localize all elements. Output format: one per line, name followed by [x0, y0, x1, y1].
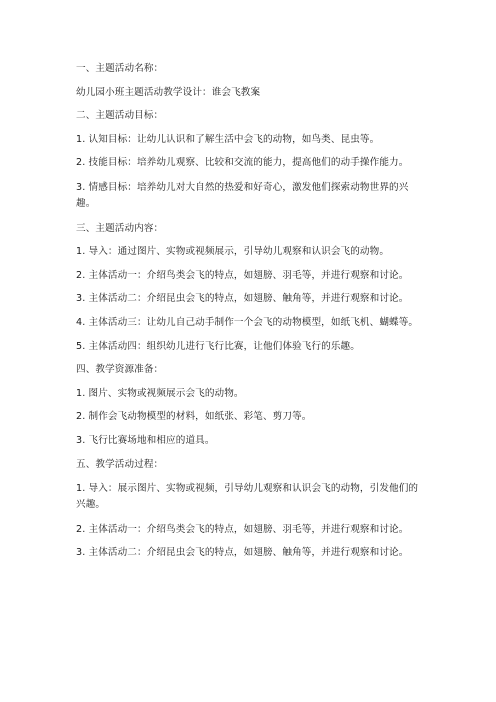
content-item-2: 2. 主体活动一：介绍鸟类会飞的特点，如翅膀、羽毛等，并进行观察和讨论。 [76, 269, 409, 281]
process-item-3: 3. 主体活动二：介绍昆虫会飞的特点，如翅膀、触角等，并进行观察和讨论。 [76, 547, 409, 559]
process-item-2: 2. 主体活动一：介绍鸟类会飞的特点，如翅膀、羽毛等，并进行观察和讨论。 [76, 523, 409, 535]
section-heading-1: 一、主题活动名称： [76, 63, 164, 74]
document-body [76, 62, 426, 560]
goal-item-3: 3. 情感目标：培养幼儿对大自然的热爱和好奇心，激发他们探索动物世界的兴趣。 [76, 181, 409, 209]
section-heading-4: 四、教学资源准备： [76, 364, 164, 376]
goal-item-1: 1. 认知目标：让幼儿认识和了解生活中会飞的动物，如鸟类、昆虫等。 [76, 133, 380, 145]
resource-item-1: 1. 图片、实物或视频展示会飞的动物。 [76, 387, 244, 399]
resource-item-3: 3. 飞行比赛场地和相应的道具。 [76, 434, 215, 446]
section-heading-3: 三、主题活动内容： [76, 222, 164, 234]
activity-title: 幼儿园小班主题活动教学设计：谁会飞教案 [76, 86, 261, 98]
goal-item-2: 2. 技能目标：培养幼儿观察、比较和交流的能力，提高他们的动手操作能力。 [76, 157, 409, 169]
section-heading-2: 二、主题活动目标： [76, 110, 164, 122]
content-item-5: 5. 主体活动四：组织幼儿进行飞行比赛，让他们体验飞行的乐趣。 [76, 340, 360, 352]
content-item-1: 1. 导入：通过图片、实物或视频展示，引导幼儿观察和认识会飞的动物。 [76, 246, 390, 258]
content-item-3: 3. 主体活动二：介绍昆虫会飞的特点，如翅膀、触角等，并进行观察和讨论。 [76, 293, 409, 305]
resource-item-2: 2. 制作会飞动物模型的材料，如纸张、彩笔、剪刀等。 [76, 411, 312, 423]
section-heading-5: 五、教学活动过程： [76, 458, 164, 470]
content-item-4: 4. 主体活动三：让幼儿自己动手制作一个会飞的动物模型，如纸飞机、蝴蝶等。 [76, 316, 419, 328]
process-item-1: 1. 导入：展示图片、实物或视频，引导幼儿观察和认识会飞的动物，引发他们的兴趣。 [76, 483, 419, 511]
